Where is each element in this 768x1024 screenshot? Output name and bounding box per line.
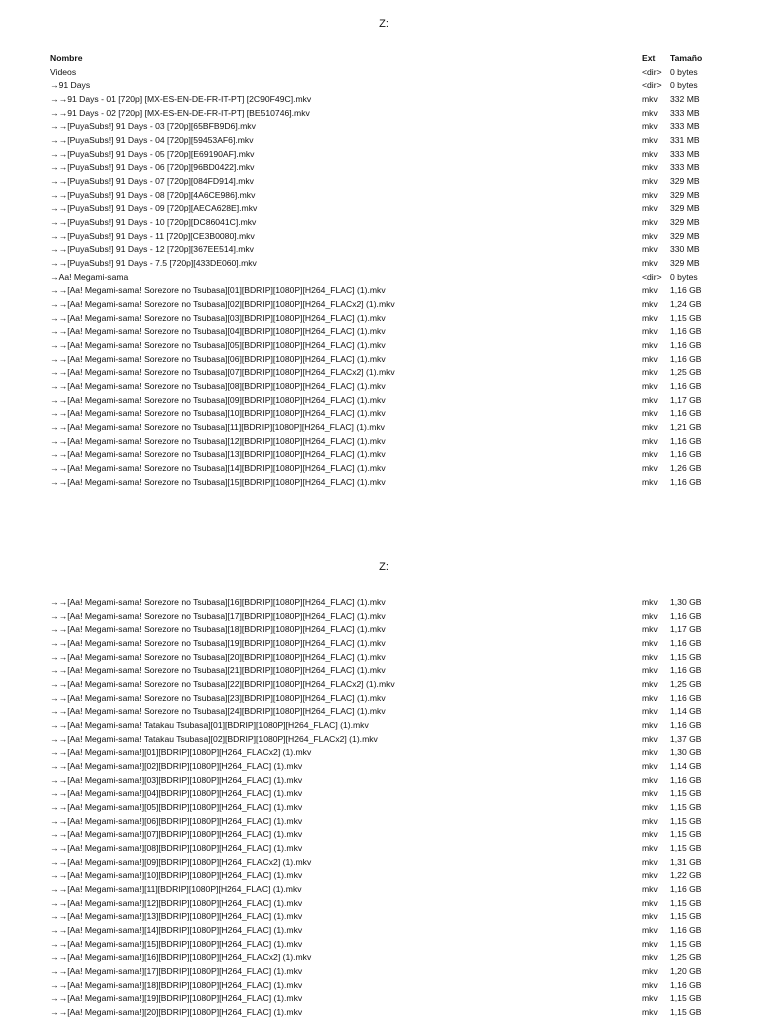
file-size: 1,14 GB (670, 706, 702, 717)
file-ext: mkv (642, 720, 658, 731)
file-name: →→[Aa! Megami-sama!][15][BDRIP][1080P][H264_FLAC] (1).mkv (50, 938, 303, 949)
file-name: →→[Aa! Megami-sama! Sorezore no Tsubasa][19][BDRIP][1080P][H264_FLAC] (1).mkv (50, 638, 386, 649)
table-row[interactable] (0, 692, 768, 706)
file-ext: mkv (642, 94, 658, 105)
file-size: 1,25 GB (670, 367, 702, 378)
file-size: 1,15 GB (670, 802, 702, 813)
file-size: 1,16 GB (670, 720, 702, 731)
column-header-name: Nombre (50, 53, 83, 63)
table-row[interactable] (0, 842, 768, 856)
file-name: →→91 Days - 02 [720p] [MX-ES-EN-DE-FR-IT-PT] [BE510746].mkv (50, 107, 310, 118)
table-row[interactable] (0, 257, 768, 271)
table-row[interactable] (0, 815, 768, 829)
column-header-row (0, 52, 768, 66)
file-name: →91 Days (50, 80, 91, 91)
file-ext: mkv (642, 870, 658, 881)
table-row[interactable] (0, 312, 768, 326)
table-row[interactable] (0, 407, 768, 421)
table-row[interactable] (0, 380, 768, 394)
file-name: →→[Aa! Megami-sama! Sorezore no Tsubasa][17][BDRIP][1080P][H264_FLAC] (1).mkv (50, 610, 386, 621)
file-name: →→[PuyaSubs!] 91 Days - 11 [720p][CE3B0080].mkv (50, 230, 255, 241)
file-size: 1,15 GB (670, 938, 702, 949)
table-row[interactable] (0, 325, 768, 339)
file-name: →→[Aa! Megami-sama!][20][BDRIP][1080P][H264_FLAC] (1).mkv (50, 1007, 303, 1018)
file-ext: mkv (642, 340, 658, 351)
table-row[interactable] (0, 462, 768, 476)
file-name: →→[Aa! Megami-sama!][12][BDRIP][1080P][H264_FLAC] (1).mkv (50, 897, 303, 908)
table-row[interactable] (0, 161, 768, 175)
file-size: 1,16 GB (670, 326, 702, 337)
table-row[interactable] (0, 476, 768, 490)
file-name: →→[Aa! Megami-sama! Sorezore no Tsubasa][01][BDRIP][1080P][H264_FLAC] (1).mkv (50, 285, 386, 296)
table-row[interactable] (0, 448, 768, 462)
table-row[interactable] (0, 298, 768, 312)
file-ext: mkv (642, 121, 658, 132)
table-row[interactable] (0, 271, 768, 285)
file-size: 1,31 GB (670, 856, 702, 867)
file-name: →→[PuyaSubs!] 91 Days - 12 [720p][367EE514].mkv (50, 244, 254, 255)
file-ext: mkv (642, 897, 658, 908)
file-list (0, 52, 768, 490)
file-name: →→[PuyaSubs!] 91 Days - 09 [720p][AECA628E].mkv (50, 203, 258, 214)
file-name: →→[Aa! Megami-sama!][10][BDRIP][1080P][H264_FLAC] (1).mkv (50, 870, 303, 881)
file-size: 1,16 GB (670, 925, 702, 936)
table-row[interactable] (0, 637, 768, 651)
file-ext: mkv (642, 422, 658, 433)
file-ext: mkv (642, 367, 658, 378)
file-ext: mkv (642, 911, 658, 922)
file-size: 1,16 GB (670, 381, 702, 392)
table-row[interactable] (0, 79, 768, 93)
table-row[interactable] (0, 924, 768, 938)
file-ext: <dir> (642, 66, 662, 77)
file-size: 330 MB (670, 244, 700, 255)
file-name: →→[Aa! Megami-sama!][04][BDRIP][1080P][H264_FLAC] (1).mkv (50, 788, 303, 799)
file-name: →→[Aa! Megami-sama!][13][BDRIP][1080P][H264_FLAC] (1).mkv (50, 911, 303, 922)
table-row[interactable] (0, 366, 768, 380)
file-size: 329 MB (670, 203, 700, 214)
table-row[interactable] (0, 733, 768, 747)
table-row[interactable] (0, 202, 768, 216)
table-row[interactable] (0, 216, 768, 230)
table-row[interactable] (0, 992, 768, 1006)
file-size: 1,16 GB (670, 476, 702, 487)
table-row[interactable] (0, 651, 768, 665)
file-size: 1,25 GB (670, 952, 702, 963)
file-size: 1,16 GB (670, 884, 702, 895)
file-ext: mkv (642, 665, 658, 676)
file-size: 1,15 GB (670, 993, 702, 1004)
file-size: 1,15 GB (670, 911, 702, 922)
file-ext: mkv (642, 638, 658, 649)
file-name: →→[Aa! Megami-sama! Sorezore no Tsubasa][13][BDRIP][1080P][H264_FLAC] (1).mkv (50, 449, 386, 460)
file-size: 1,30 GB (670, 597, 702, 607)
file-ext: mkv (642, 815, 658, 826)
file-ext: mkv (642, 788, 658, 799)
table-row[interactable] (0, 760, 768, 774)
file-name: →→[PuyaSubs!] 91 Days - 04 [720p][59453AF6].mkv (50, 135, 254, 146)
file-ext: mkv (642, 856, 658, 867)
file-ext: mkv (642, 597, 658, 607)
table-row[interactable] (0, 746, 768, 760)
file-ext: mkv (642, 952, 658, 963)
file-ext: mkv (642, 692, 658, 703)
file-ext: mkv (642, 938, 658, 949)
file-size: 333 MB (670, 162, 700, 173)
table-row[interactable] (0, 678, 768, 692)
file-name: →→[PuyaSubs!] 91 Days - 06 [720p][96BD0422].mkv (50, 162, 255, 173)
file-name: →→91 Days - 01 [720p] [MX-ES-EN-DE-FR-IT-PT] [2C90F49C].mkv (50, 94, 312, 105)
file-size: 1,22 GB (670, 870, 702, 881)
table-row[interactable] (0, 421, 768, 435)
table-row[interactable] (0, 965, 768, 979)
file-name: →→[Aa! Megami-sama! Sorezore no Tsubasa][06][BDRIP][1080P][H264_FLAC] (1).mkv (50, 353, 386, 364)
file-ext: mkv (642, 244, 658, 255)
file-name: →→[Aa! Megami-sama!][14][BDRIP][1080P][H264_FLAC] (1).mkv (50, 925, 303, 936)
file-size: 1,20 GB (670, 966, 702, 977)
file-size: 1,25 GB (670, 679, 702, 690)
file-list (0, 596, 768, 1020)
file-size: 333 MB (670, 121, 700, 132)
file-name: →→[Aa! Megami-sama!][09][BDRIP][1080P][H264_FLACx2] (1).mkv (50, 856, 312, 867)
table-row[interactable] (0, 610, 768, 624)
page-title: Z: (379, 561, 389, 573)
table-row[interactable] (0, 856, 768, 870)
file-ext: mkv (642, 435, 658, 446)
file-ext: mkv (642, 189, 658, 200)
file-ext: mkv (642, 107, 658, 118)
file-size: 1,15 GB (670, 1007, 702, 1018)
file-ext: mkv (642, 230, 658, 241)
file-name: →→[Aa! Megami-sama! Sorezore no Tsubasa][08][BDRIP][1080P][H264_FLAC] (1).mkv (50, 381, 386, 392)
file-name: →→[Aa! Megami-sama!][17][BDRIP][1080P][H264_FLAC] (1).mkv (50, 966, 303, 977)
table-row[interactable] (0, 243, 768, 257)
file-name: →→[Aa! Megami-sama!][02][BDRIP][1080P][H264_FLAC] (1).mkv (50, 761, 303, 772)
file-name: →→[Aa! Megami-sama! Sorezore no Tsubasa][18][BDRIP][1080P][H264_FLAC] (1).mkv (50, 624, 386, 635)
table-row[interactable] (0, 339, 768, 353)
file-name: →Aa! Megami-sama (50, 271, 129, 282)
table-row[interactable] (0, 120, 768, 134)
file-size: 0 bytes (670, 66, 698, 77)
file-ext: mkv (642, 258, 658, 269)
file-ext: mkv (642, 747, 658, 758)
file-ext: mkv (642, 706, 658, 717)
column-header-ext: Ext (642, 53, 656, 63)
file-size: 0 bytes (670, 80, 698, 91)
file-ext: mkv (642, 610, 658, 621)
file-ext: mkv (642, 829, 658, 840)
file-size: 1,16 GB (670, 435, 702, 446)
file-ext: mkv (642, 774, 658, 785)
file-name: Videos (50, 66, 77, 77)
file-ext: mkv (642, 162, 658, 173)
file-name: →→[Aa! Megami-sama! Sorezore no Tsubasa][20][BDRIP][1080P][H264_FLAC] (1).mkv (50, 651, 386, 662)
file-ext: mkv (642, 761, 658, 772)
file-size: 329 MB (670, 217, 700, 228)
file-name: →→[Aa! Megami-sama! Sorezore no Tsubasa][04][BDRIP][1080P][H264_FLAC] (1).mkv (50, 326, 386, 337)
file-size: 1,15 GB (670, 651, 702, 662)
file-size: 1,24 GB (670, 299, 702, 310)
file-size: 1,16 GB (670, 353, 702, 364)
file-size: 329 MB (670, 176, 700, 187)
file-ext: mkv (642, 1007, 658, 1018)
file-ext: <dir> (642, 271, 662, 282)
column-header-size: Tamaño (670, 53, 703, 63)
table-row[interactable] (0, 938, 768, 952)
file-name: →→[Aa! Megami-sama!][16][BDRIP][1080P][H264_FLACx2] (1).mkv (50, 952, 312, 963)
file-size: 1,30 GB (670, 747, 702, 758)
file-name: →→[Aa! Megami-sama! Tatakau Tsubasa][02][BDRIP][1080P][H264_FLACx2] (1).mkv (50, 733, 378, 744)
table-row[interactable] (0, 93, 768, 107)
file-ext: mkv (642, 353, 658, 364)
table-row[interactable] (0, 979, 768, 993)
file-name: →→[Aa! Megami-sama! Sorezore no Tsubasa][24][BDRIP][1080P][H264_FLAC] (1).mkv (50, 706, 386, 717)
file-ext: mkv (642, 135, 658, 146)
file-ext: mkv (642, 979, 658, 990)
file-size: 333 MB (670, 107, 700, 118)
file-name: →→[Aa! Megami-sama! Sorezore no Tsubasa][23][BDRIP][1080P][H264_FLAC] (1).mkv (50, 692, 386, 703)
table-row[interactable] (0, 175, 768, 189)
file-ext: mkv (642, 476, 658, 487)
file-name: →→[Aa! Megami-sama!][07][BDRIP][1080P][H264_FLAC] (1).mkv (50, 829, 303, 840)
file-size: 1,15 GB (670, 829, 702, 840)
file-size: 1,14 GB (670, 761, 702, 772)
file-name: →→[PuyaSubs!] 91 Days - 03 [720p][65BFB9D6].mkv (50, 121, 256, 132)
table-row[interactable] (0, 435, 768, 449)
file-size: 333 MB (670, 148, 700, 159)
table-row[interactable] (0, 284, 768, 298)
table-row[interactable] (0, 897, 768, 911)
file-ext: mkv (642, 651, 658, 662)
file-size: 329 MB (670, 189, 700, 200)
table-row[interactable] (0, 189, 768, 203)
file-size: 0 bytes (670, 271, 698, 282)
file-size: 1,21 GB (670, 422, 702, 433)
file-name: →→[Aa! Megami-sama!][03][BDRIP][1080P][H264_FLAC] (1).mkv (50, 774, 303, 785)
file-name: →→[Aa! Megami-sama! Sorezore no Tsubasa][09][BDRIP][1080P][H264_FLAC] (1).mkv (50, 394, 386, 405)
table-row[interactable] (0, 596, 768, 610)
file-name: →→[Aa! Megami-sama!][01][BDRIP][1080P][H264_FLACx2] (1).mkv (50, 747, 312, 758)
file-name: →→[Aa! Megami-sama!][11][BDRIP][1080P][H264_FLAC] (1).mkv (50, 884, 302, 895)
file-ext: mkv (642, 203, 658, 214)
file-name: →→[PuyaSubs!] 91 Days - 08 [720p][4A6CE986].mkv (50, 189, 256, 200)
file-ext: mkv (642, 299, 658, 310)
file-size: 1,15 GB (670, 897, 702, 908)
file-ext: mkv (642, 925, 658, 936)
file-size: 1,17 GB (670, 394, 702, 405)
table-row[interactable] (0, 66, 768, 80)
file-size: 1,17 GB (670, 624, 702, 635)
file-size: 1,37 GB (670, 733, 702, 744)
table-row[interactable] (0, 107, 768, 121)
file-ext: mkv (642, 679, 658, 690)
file-name: →→[Aa! Megami-sama! Sorezore no Tsubasa][14][BDRIP][1080P][H264_FLAC] (1).mkv (50, 463, 386, 474)
file-size: 1,16 GB (670, 408, 702, 419)
file-name: →→[Aa! Megami-sama! Sorezore no Tsubasa][11][BDRIP][1080P][H264_FLAC] (1).mkv (50, 422, 385, 433)
file-size: 1,16 GB (670, 638, 702, 649)
file-name: →→[PuyaSubs!] 91 Days - 07 [720p][084FD914].mkv (50, 176, 254, 187)
file-name: →→[PuyaSubs!] 91 Days - 7.5 [720p][433DE060].mkv (50, 258, 257, 269)
table-row[interactable] (0, 134, 768, 148)
file-size: 1,15 GB (670, 843, 702, 854)
file-name: →→[Aa! Megami-sama!][08][BDRIP][1080P][H264_FLAC] (1).mkv (50, 843, 303, 854)
table-row[interactable] (0, 869, 768, 883)
file-ext: mkv (642, 148, 658, 159)
file-size: 1,16 GB (670, 285, 702, 296)
table-row[interactable] (0, 1006, 768, 1020)
file-size: 1,16 GB (670, 449, 702, 460)
file-ext: mkv (642, 463, 658, 474)
table-row[interactable] (0, 705, 768, 719)
file-size: 329 MB (670, 230, 700, 241)
page-title: Z: (379, 18, 389, 30)
file-size: 1,15 GB (670, 312, 702, 323)
file-size: 329 MB (670, 258, 700, 269)
file-size: 1,26 GB (670, 463, 702, 474)
file-size: 1,16 GB (670, 692, 702, 703)
file-ext: mkv (642, 408, 658, 419)
table-row[interactable] (0, 883, 768, 897)
file-name: →→[Aa! Megami-sama!][05][BDRIP][1080P][H264_FLAC] (1).mkv (50, 802, 303, 813)
file-ext: mkv (642, 733, 658, 744)
file-name: →→[Aa! Megami-sama!][18][BDRIP][1080P][H264_FLAC] (1).mkv (50, 979, 303, 990)
table-row[interactable] (0, 353, 768, 367)
file-name: →→[Aa! Megami-sama! Sorezore no Tsubasa][02][BDRIP][1080P][H264_FLACx2] (1).mkv (50, 299, 395, 310)
file-size: 1,15 GB (670, 815, 702, 826)
file-name: →→[Aa! Megami-sama! Tatakau Tsubasa][01][BDRIP][1080P][H264_FLAC] (1).mkv (50, 720, 369, 731)
file-name: →→[PuyaSubs!] 91 Days - 05 [720p][E69190AF].mkv (50, 148, 255, 159)
file-size: 332 MB (670, 94, 700, 105)
file-ext: mkv (642, 993, 658, 1004)
file-name: →→[Aa! Megami-sama! Sorezore no Tsubasa][03][BDRIP][1080P][H264_FLAC] (1).mkv (50, 312, 386, 323)
table-row[interactable] (0, 910, 768, 924)
file-name: →→[PuyaSubs!] 91 Days - 10 [720p][DC86041C].mkv (50, 217, 257, 228)
file-ext: mkv (642, 285, 658, 296)
file-ext: mkv (642, 802, 658, 813)
file-name: →→[Aa! Megami-sama! Sorezore no Tsubasa][15][BDRIP][1080P][H264_FLAC] (1).mkv (50, 476, 386, 487)
table-row[interactable] (0, 801, 768, 815)
table-row[interactable] (0, 230, 768, 244)
file-name: →→[Aa! Megami-sama! Sorezore no Tsubasa][22][BDRIP][1080P][H264_FLACx2] (1).mkv (50, 679, 395, 690)
file-ext: mkv (642, 312, 658, 323)
file-name: →→[Aa! Megami-sama! Sorezore no Tsubasa][05][BDRIP][1080P][H264_FLAC] (1).mkv (50, 340, 386, 351)
table-row[interactable] (0, 951, 768, 965)
table-row[interactable] (0, 623, 768, 637)
file-size: 1,16 GB (670, 340, 702, 351)
file-name: →→[Aa! Megami-sama! Sorezore no Tsubasa][16][BDRIP][1080P][H264_FLAC] (1).mkv (50, 597, 386, 607)
table-row[interactable] (0, 664, 768, 678)
table-row[interactable] (0, 787, 768, 801)
file-ext: mkv (642, 381, 658, 392)
file-size: 331 MB (670, 135, 700, 146)
file-ext: <dir> (642, 80, 662, 91)
table-row[interactable] (0, 394, 768, 408)
file-name: →→[Aa! Megami-sama! Sorezore no Tsubasa][10][BDRIP][1080P][H264_FLAC] (1).mkv (50, 408, 386, 419)
file-size: 1,16 GB (670, 665, 702, 676)
file-ext: mkv (642, 624, 658, 635)
file-ext: mkv (642, 176, 658, 187)
file-size: 1,16 GB (670, 610, 702, 621)
file-name: →→[Aa! Megami-sama! Sorezore no Tsubasa][21][BDRIP][1080P][H264_FLAC] (1).mkv (50, 665, 386, 676)
file-size: 1,16 GB (670, 979, 702, 990)
file-name: →→[Aa! Megami-sama!][19][BDRIP][1080P][H264_FLAC] (1).mkv (50, 993, 303, 1004)
file-ext: mkv (642, 217, 658, 228)
file-ext: mkv (642, 966, 658, 977)
table-row[interactable] (0, 148, 768, 162)
table-row[interactable] (0, 774, 768, 788)
file-ext: mkv (642, 884, 658, 895)
file-ext: mkv (642, 843, 658, 854)
file-name: →→[Aa! Megami-sama! Sorezore no Tsubasa][07][BDRIP][1080P][H264_FLACx2] (1).mkv (50, 367, 395, 378)
file-name: →→[Aa! Megami-sama!][06][BDRIP][1080P][H264_FLAC] (1).mkv (50, 815, 303, 826)
table-row[interactable] (0, 719, 768, 733)
file-size: 1,15 GB (670, 788, 702, 799)
file-ext: mkv (642, 326, 658, 337)
file-ext: mkv (642, 449, 658, 460)
file-ext: mkv (642, 394, 658, 405)
file-name: →→[Aa! Megami-sama! Sorezore no Tsubasa][12][BDRIP][1080P][H264_FLAC] (1).mkv (50, 435, 386, 446)
table-row[interactable] (0, 828, 768, 842)
file-size: 1,16 GB (670, 774, 702, 785)
